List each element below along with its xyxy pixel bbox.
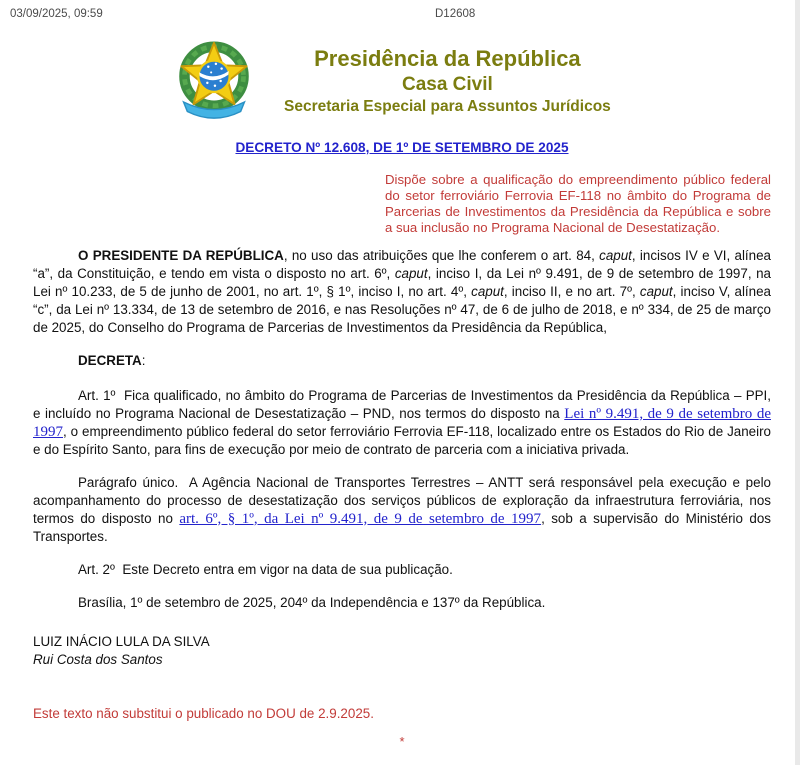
decree-summary: Dispõe sobre a qualificação do empreendimento público federal do setor ferroviário Ferrovia EF-118 no âmbito do Programa de Parcerias de Investimentos da Presidência da República e sobre a sua inclusão no Programa Nacional de Desestatização. bbox=[385, 172, 771, 235]
text-run: caput bbox=[599, 247, 632, 263]
law-link[interactable]: Lei nº 9.491, de 9 de setembro de 1997 bbox=[33, 405, 771, 440]
text-run: Art. 2º Este Decreto entra em vigor na data de sua publicação. bbox=[78, 561, 453, 577]
president-signature: LUIZ INÁCIO LULA DA SILVA bbox=[33, 633, 210, 649]
decree-title bbox=[33, 139, 771, 157]
print-datetime: 03/09/2025, 09:59 bbox=[10, 8, 103, 20]
header-titles bbox=[284, 47, 611, 115]
signature-block bbox=[33, 633, 771, 669]
print-doc-code: D12608 bbox=[435, 8, 476, 20]
decree-document bbox=[33, 139, 771, 751]
brazil-coat-of-arms-icon bbox=[166, 41, 262, 121]
window-edge bbox=[795, 0, 800, 765]
decreta-line bbox=[33, 352, 771, 370]
article-2-paragraph bbox=[33, 561, 771, 579]
text-run: , no uso das atribuições que lhe conferem o art. 84, bbox=[283, 247, 600, 263]
sole-paragraph bbox=[33, 474, 771, 546]
text-run: caput bbox=[394, 265, 428, 281]
document-header bbox=[166, 41, 611, 121]
text-run: , inciso I, da Lei nº 9.491, de 9 de setembro de 1997, na Lei nº 10.233, de 5 de junho de 2001, no art. 1º, § 1º, inciso I, no art. 4º, bbox=[33, 265, 771, 299]
org-dept: Casa Civil bbox=[401, 73, 493, 95]
text-run: caput bbox=[639, 283, 673, 299]
text-run: caput bbox=[471, 283, 504, 299]
text-run: Art. 1º Fica qualificado, no âmbito do Programa de Parcerias de Investimentos da Presidência da República – PPI, e incluído no Programa Nacional de Desestatização – PND, nos termos do disposto na bbox=[33, 387, 771, 421]
text-run: , incisos IV e VI, alínea “a”, da Constituição, e tendo em vista o disposto no art. 6º, bbox=[33, 247, 771, 281]
text-run: O PRESIDENTE DA REPÚBLICA bbox=[78, 247, 284, 263]
text-run: , sob a supervisão do Ministério dos Transportes. bbox=[33, 510, 771, 544]
text-run: , inciso II, e no art. 7º, bbox=[503, 283, 640, 299]
text-run: Parágrafo único. A Agência Nacional de Transportes Terrestres – ANTT será responsável pela execução e pelo acompanhamento do processo de desestatização dos serviços públicos de exploração da infraestrutura ferroviária, nos termos do disposto no bbox=[33, 474, 771, 526]
footnote-asterisk: * bbox=[399, 733, 405, 749]
preamble-paragraph bbox=[33, 247, 771, 337]
law-link[interactable]: art. 6º, § 1º, da Lei nº 9.491, de 9 de setembro de 1997 bbox=[179, 510, 542, 527]
dou-note: Este texto não substitui o publicado no DOU de 2.9.2025. bbox=[33, 705, 374, 721]
org-secretariat: Secretaria Especial para Assuntos Jurídicos bbox=[284, 97, 611, 115]
place-date-line: Brasília, 1º de setembro de 2025, 204º da Independência e 137º da República. bbox=[78, 594, 546, 610]
text-run: , inciso V, alínea “c”, da Lei nº 13.334, de 13 de setembro de 2016, e nas Resoluções nº 47, de 6 de julho de 2018, e nº 334, de 25 de março de 2025, do Conselho do Programa de Parcerias de Investimentos da Presidência da República, bbox=[33, 283, 771, 335]
minister-signature: Rui Costa dos Santos bbox=[33, 651, 163, 667]
text-run: , o empreendimento público federal do setor ferroviário Ferrovia EF-118, localizado entre os Estados do Rio de Janeiro e do Espírito Santo, para fins de execução por meio de contrato de parceria com a iniciativa privada. bbox=[33, 423, 771, 457]
text-run: : bbox=[141, 352, 146, 368]
text-run: DECRETA bbox=[78, 352, 142, 368]
org-title: Presidência da República bbox=[314, 46, 581, 71]
article-1-paragraph bbox=[33, 387, 771, 459]
decree-title-link[interactable]: DECRETO Nº 12.608, DE 1º DE SETEMBRO DE 2025 bbox=[235, 140, 569, 155]
